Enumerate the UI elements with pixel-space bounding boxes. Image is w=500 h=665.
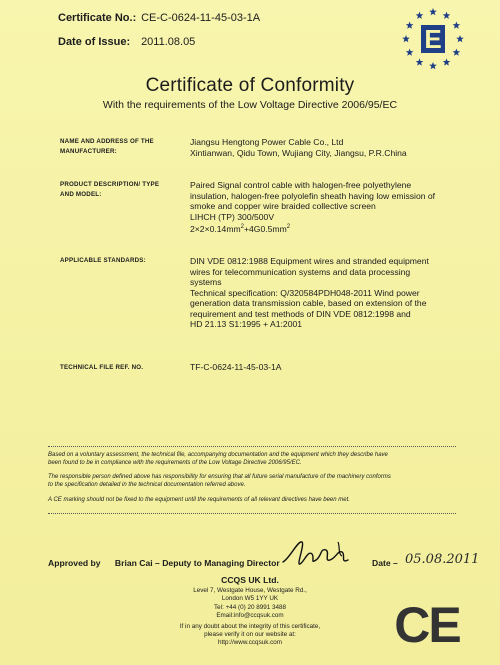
issuer-name: CCQS UK Ltd. [221, 575, 279, 585]
signature-icon [280, 536, 355, 570]
approved-by-label: Approved by [48, 558, 101, 568]
approval-date-value: 05.08.2011 [405, 552, 480, 567]
star-icon [453, 49, 461, 56]
technical-file-value: TF-C-0624-11-45-03-1A [190, 362, 282, 372]
issuer-email: Email:info@ccqsuk.com [216, 612, 284, 619]
issuer-tel: Tel: +44 (0) 20 8991 3488 [214, 604, 286, 611]
standards-value: DIN VDE 0812:1988 Equipment wires and stranded equipment wires for telecommunication systems and data processing systems Technical specification: Q/320584PDH048-2011 Wind power generation data transmission cable, based on extension of the requirement and test methods of DIN VDE 0812:1998 and HD 21.13 S1:1995 + A1:2001 [190, 256, 429, 329]
star-icon [406, 22, 414, 29]
star-icon [429, 62, 437, 69]
ce-mark-icon [392, 600, 462, 648]
star-icon [453, 22, 461, 29]
manufacturer-value: Jiangsu Hengtong Power Cable Co., Ltd Xintianwan, Qidu Town, Wujiang City, Jiangsu, P.R.China [190, 137, 407, 158]
issuer-address-2: London W5 1YY UK [221, 595, 279, 602]
assessment-note: Based on a voluntary assessment, the technical file, accompanying documentation and the equipment which they describe have been found to be in compliance with the requirements of the Low Voltage Directive 2006/95/EC. [48, 452, 388, 466]
date-of-issue-value: 2011.08.05 [141, 36, 196, 48]
standards-label: APPLICABLE STANDARDS: [60, 257, 146, 264]
divider [48, 446, 456, 447]
divider [48, 513, 456, 514]
approver-name: Brian Cai – Deputy to Managing Director [114, 558, 280, 568]
ce-marking-note: A CE marking should not be fixed to the equipment until the requirements of all relevant directives have been met. [48, 497, 350, 503]
eu-stars-logo-icon [400, 6, 466, 72]
certificate-number-value: CE-C-0624-11-45-03-1A [141, 12, 261, 24]
star-icon [416, 58, 424, 65]
certificate-number [58, 12, 260, 24]
technical-file-label: TECHNICAL FILE REF. NO. [60, 364, 144, 371]
star-icon [416, 12, 424, 19]
star-icon [443, 58, 451, 65]
manufacturer-label: NAME AND ADDRESS OF THE MANUFACTURER: [60, 138, 154, 155]
date-of-issue [58, 36, 195, 48]
star-icon [402, 35, 410, 42]
star-icon [429, 8, 437, 15]
verify-note-2: please verify it on our website at: [204, 631, 296, 638]
issuer-website[interactable]: http://www.ccqsuk.com [217, 639, 283, 646]
issuer-address-1: Level 7, Westgate House, Westgate Rd., [193, 587, 307, 594]
eu-logo-letter: E [424, 24, 442, 54]
product-label: PRODUCT DESCRIPTION/ TYPE AND MODEL: [60, 181, 160, 198]
date-of-issue-label: Date of Issue: [58, 36, 131, 48]
product-formula: $2\times 2\times 0.14mm^2+4G0.5mm^2$ [190, 223, 291, 234]
product-value: Paired Signal control cable with halogen-free polyethylene insulation, halogen-free polyolefin sheath having low emission of smoke and copper wire braided collective screen LIHCH (TP) 300/500V $2\times 2\times 0.14mm^2+4G0.5mm^2$ [190, 180, 465, 234]
certificate-number-label: Certificate No.: [58, 12, 137, 24]
star-icon [406, 49, 414, 56]
star-icon [456, 35, 464, 42]
page-subtitle: With the requirements of the Low Voltage Directive 2006/95/EC [102, 99, 398, 111]
page-title: Certificate of Conformity [145, 75, 355, 96]
approved-by [48, 558, 280, 568]
ce-mark-text: CE [394, 600, 460, 648]
approval-date-label: Date – [372, 558, 398, 568]
responsibility-note: The responsible person defined above has responsibility for ensuring that all future serial manufacture of the machinery conforms to the specification detailed in the technical documentation referred above. [48, 474, 391, 488]
verify-note-1: If in any doubt about the integrity of this certificate, [179, 623, 321, 630]
star-icon [443, 12, 451, 19]
